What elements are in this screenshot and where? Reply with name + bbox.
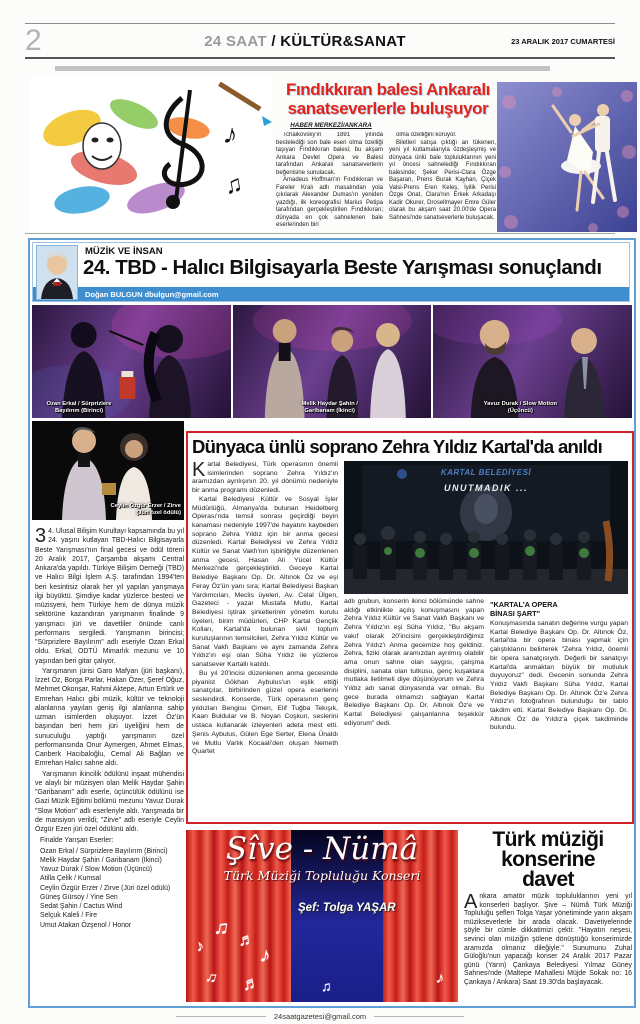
drop-cap: K (192, 461, 206, 481)
concert-invite-body: Ankara amatör müzik topluluklarının yeni yıl konserleri başlıyor. Şive – Nümâ Türk Müziği Topluluğu şefleri Tolga Yaşar yönetiminde yarın akşam müzikseverlerle bir arada olacak. Davetiyelerinde şöyle bir cümle dikkatimizi çekti: "Hayatın neşesi, sevinci olan müziğin şölene dönüştüğü konserimizde aramızda olmanız dileğiyle." Sunumunu Zuhal Güloğlu'nun yapacağı konser 24 Aralık 2017 Pazar günü (Yarın) Çankaya Belediyesi Yılmaz Güney Sahnesi'nde (Maltepe Mahallesi Müjde Sokak no: 16 Çankaya / Ankara) Saat 19.30'da başlayacak. (464, 891, 632, 986)
ballet-article-byline: HABER MERKEZİ/ANKARA (290, 122, 372, 129)
body-text: Yarışmanın jürisi Garo Mafyan (jüri başkanı), İzzet Öz, Borga Parlar, Hakan Özer, Şeref Oğuz, Mehmet Okonşar, Rahmi Aktepe, Artun Ertürk ve Emrehan Halıcı gibi müzik, kültür ve teknoloji alanlarına yayılan geniş ilgi alanlarına sahip uzman isimlerden oluşuyor. İzzet Öz'ün başından beri hem jüri üyeliğini hem de sunuculuğu yaptığı yarışmanın özel performansında Onur Aymergen, Ahmet Elmas, Canberk Hacıbaloğlu, Cemal Ali Bağlan ve Emrehan Halıcı sahne aldı. (35, 667, 184, 768)
soprano-article-frame (186, 431, 634, 824)
finalists-heading: Finalde Yarışan Eserler: (40, 837, 114, 845)
body-text: Biletleri satışa çıktığı an tükenen, yeni yıl kutlamalarıyla özdeşleşmiş ve dünyaca ünlü bale topluluklarının yeni yıl öncesi sahnelediği Fındıkkıran balesinde; Şeker Perisi-Clara Özge Başaran, Prens Burak Kayhan, Çiçek Valsi-Prens Eren Keleş, İyilik Perisi Özge Onat, Clara'nın Erkek Arkadaşı Kadir Okurer, Drosellmayer Emre Güler olarak bu akşam saat 20.00'de Opera Sahnesi'nde sanatseverlerle buluşacak. (389, 139, 496, 221)
concert-invite-article (464, 830, 632, 1002)
music-note-icon: ♫ (203, 967, 220, 988)
finalist-item: Melik Haydar Şahin / Garibanam (İkinci) (40, 856, 162, 864)
body-text: Kartal Belediyesi, Türk operasının önemli isimlerinden soprano Zehra Yıldız'ın aramızdan ayrılışının 20. yıl dönümü nedeniyle bir anma programı düzenledi. (192, 461, 338, 495)
award-photo-1 (32, 305, 231, 418)
soprano-article-col1 (192, 461, 338, 813)
concert-poster (186, 830, 458, 1002)
photo-caption: Yavuz Durak / Slow Motion (Üçüncü) (483, 401, 558, 414)
finalist-item: Umut Atakan Özşenol / Honor (40, 921, 132, 929)
body-text: Amadeus Hoffman'ın Fındıkkıran ve Fareler Kralı adlı masalından yola çıkılarak Alexander Dumas'ın yeniden yazdığı, ilk koreografisi Marius Petipa tarafından gerçekleştirilen Fındıkkıran; dünyada en çok sahnelenen bale eserlerinden biri (276, 177, 383, 228)
body-text: Kartal Belediyesi Kültür ve Sosyal İşler Müdürlüğü, Almanya'da bulunan Heidelberg Operası'nda temsil sonrası geçirdiği beyin kanaması nedeniyle 1997'de hayatını kaybeden soprano Zehra Yıldız için bir anma gecesi düzenledi. Kartal Belediyesi ve Zehra Yıldız Kültür ve Sanat Vakfı'nın işbirliğiyle düzenlenen anma gecesi, Hasan Ali Yücel Kültür Merkezi'nde gerçekleştirildi. Geceye Kartal Belediye Başkanı Op. Dr. Altınok Öz ve eşi Feray Öz'ün yanı sıra; Kartal Belediyesi Başkan Yardımcıları, Meclis üyeleri, Av. Celal Ülgen, Gazeteci - yazar Mustafa Mutlu, Kartal Belediyesi iştirak şirketlerinin yönetim kurulu üyeleri, birim müdürleri, CHP Kartal Gençlik Kolları, Kartal'da bulunan sivil toplum kuruluşlarının temsilcileri, Zehra Yıldız Kültür ve Sanat Vakfı Başkanı ve aynı zamanda Zehra Yıldız'ın eşi olan Süha Yıldız ile yüzlerce sanatsever Kartallı katıldı. (192, 495, 338, 669)
header-gray-bar (55, 66, 550, 71)
music-note-icon: ♫ (212, 916, 231, 940)
award-photo-strip (32, 305, 632, 418)
music-note-icon: ♬ (240, 971, 262, 995)
page-header (25, 26, 615, 56)
body-text: Konuşmasında sanatın değerine vurgu yapan Kartal Belediye Başkanı Op. Dr. Altınok Öz, Kartal'da bir opera binası yapmak için çalıştıklarını belirterek "Zehra Yıldız, önemli bir opera sanatçısıydı. Değerli bir sanatçıyı Kartal'da anmaktan büyük bir mutluluk duyuyoruz" dedi. Gecenin sonunda Zehra Yıldız Vakfı Başkanı Süha Yıldız, Kartal Belediye Başkanı Op. Dr. Altınok Öz'e Zehra Yıldız'ın fotoğrafının bulunduğu bir tablo takdim etti. Kartal Belediye Başkanı Op. Dr. Altınok Öz de Yıldız'a çiçek takdiminde bulundu. (490, 620, 628, 732)
body-text: Yarışmanın ikincilik ödülünü inşaat mühendisi ve alaylı bir müzisyen olan Melik Haydar Şahin "Garibanam" adlı eserle, üçüncülük ödülünü ise Gazi Müzik Eğitimi bölümü mezunu Yavuz Durak "Slow Motion" adlı eserleriyle aldı. Yarışmada bir de mansiyon verildi; "Zirve" adlı eseriyle Ceylin Özgür Ezen jüri özel ödülünü aldı. (35, 770, 184, 833)
ballet-photo-graphic (497, 82, 637, 232)
body-text: Tchaikovsky'ın 1891 yılında bestelediği son bale eseri olma özelliği taşıyan Fındıkkıran balesi; bu akşam Ankara Devlet Opera ve Balesi tarafından Ankaralı sanatseverlerin beğenisine sunulacak. (276, 132, 383, 176)
section-divider (25, 233, 615, 234)
section-name: / KÜLTÜR&SANAT (271, 32, 406, 50)
ballet-photo (497, 82, 637, 232)
music-note-icon: ♬ (237, 929, 256, 950)
svg-text:♫: ♫ (222, 170, 245, 200)
finalist-item: Güneş Gürsoy / Yine Sen (40, 893, 118, 901)
music-note-icon: ♪ (258, 943, 273, 968)
photo-overlay-title: UNUTMADIK ... (444, 483, 528, 493)
music-note-icon: ♫ (321, 978, 332, 994)
drop-cap: 3 (35, 527, 47, 547)
soprano-article-col2 (344, 598, 484, 813)
author-photo (36, 245, 78, 300)
contest-article-body (35, 527, 184, 1001)
paper-name: 24 SAAT (204, 32, 267, 50)
header-bottom-rule (25, 57, 615, 59)
arts-illustration (30, 76, 272, 232)
concert-invite-headline: Türk müziği konserine davet (492, 830, 604, 891)
svg-text:♪: ♪ (220, 117, 241, 151)
finalist-item: Selçuk Kaleli / Fire (40, 912, 98, 920)
poster-title: Şîve - Nümâ (225, 831, 419, 867)
ballet-article-col1 (276, 132, 383, 233)
soprano-article-headline: Dünyaca ünlü soprano Zehra Yıldız Kartal'da anıldı (192, 436, 603, 457)
finalist-item: Yavuz Durak / Slow Motion (Üçüncü) (40, 866, 153, 873)
photo-overlay-organization: KARTAL BELEDİYESİ (440, 468, 532, 477)
ballet-article-headline: Fındıkkıran balesi Ankaralı sanatseverlerle buluşuyor (286, 80, 490, 118)
award-photo-4 (32, 421, 184, 520)
finalist-item: Sedat Şahin / Cactus Wind (40, 903, 123, 910)
footer-email: 24saatgazetesi@gmail.com (273, 1012, 367, 1021)
finalist-item: Ceylin Özgür Erzer / Zirve (Jüri özel ödülü) (40, 884, 171, 892)
soprano-article-col3 (490, 598, 628, 813)
header-top-rule (25, 23, 615, 24)
arts-illustration-graphic (30, 76, 272, 232)
soprano-article-lower-cols (344, 598, 628, 813)
soprano-article-body (192, 461, 628, 813)
author-portrait-graphic (37, 246, 77, 299)
music-section-frame (28, 238, 636, 1008)
footer-rule-left (176, 1016, 266, 1017)
body-text: olma özelliğini koruyor. (396, 132, 457, 138)
column-headline: 24. TBD - Halıcı Bilgisayarla Beste Yarışması sonuçlandı (83, 256, 602, 279)
column-kicker: MÜZİK VE İNSAN (85, 246, 163, 257)
award-photo-3 (433, 305, 632, 418)
music-note-icon: ♪ (193, 937, 206, 956)
page-footer (0, 1012, 640, 1021)
poster-conductor: Şef: Tolga YAŞAR (298, 902, 396, 914)
soprano-article-subhead: "KARTAL'A OPERA BİNASI ŞART" (490, 600, 558, 618)
finalist-item: Ozan Erkal / Sürprizlere Bayılırım (Birinci) (40, 847, 168, 855)
body-text: adlı grubun, konserin ikinci bölümünde sahne aldığı etkinlikte açılış konuşmasını yapan Zehra Yıldız Kültür ve Sanat Vakfı Başkanı ve Zehra Yıldız'ın eşi Süha Yıldız, "Bu akşam vakıf olarak 20'incisini gerçekleştirdiğimiz Zehra Yıldız'ı Anma gecemize hoş geldiniz. Zehra, fiziki olarak aramızdan ayrılmış olabilir ama onun sahne olan saygısı, çalışma disiplini, sanata olan tutkusu, genç kuşaklara mutlaka iletilmeli diye düşünüyorum ve Zehra Yıldız adı sanat dünyasında var olmalı. Bu gece burada olmamızı sağlayan Kartal Belediye Başkanı Op. Dr. Altınok Öz'e ve Kartal Belediyesi çalışanlarına teşekkür ediyorum" dedi. (344, 598, 484, 727)
body-text: 3 4. Ulusal Bilişim Kurultayı kapsamında bu yıl 24. yaşını kutlayan TBD-Halıcı Bilgisayarla Beste Yarışması'nın final gecesi ve ödül töreni 20 Aralık 2017, Çarşamba akşamı Central Ankara'da yapıldı. Türkiye Bilişim Derneği (TBD) ve Halıcı Bilgi İşlem A.Ş. tarafından 1994'ten beri kesintisiz olarak her yıl yapılan yarışmaya ilgi büyüktü. Şimdiye kadar yüzlerce besteci ve müzisyeni, hem Türkiye hem de dünya müzik sektörüne kazandıran yarışmanın finalinde 9 yarışmacı jüri ve davetliler önünde canlı performans sergiledi. Yarışmanın birincisi; "Sürprizlere Bayılırım" adlı eseriyle Ozan Erkal oldu. Erkal, ODTÜ Mimarlık mezunu ve 10 yaşından beri gitar çalıyor. (35, 527, 184, 665)
footer-rule-right (374, 1016, 464, 1017)
drop-cap: A (464, 891, 478, 913)
finalist-item: Atilla Çelik / Kumsal (40, 875, 101, 883)
award-photo-2 (233, 305, 432, 418)
soprano-article-right (344, 461, 628, 813)
page-number: 2 (25, 24, 42, 57)
music-note-icon: ♪ (434, 969, 446, 988)
body-text: Bu yıl 20'incisi düzenlenen anma gecesinde piyanist Gökhan Aybulus'un eşlik ettiği sanatçılar, birbirinden güzel opera eserlerini seslendirdi. Konserde, Türk operasının genç yıldızları Bengisu Çimen, Elif Tuğba Tekışık, Kaan Buldular ve B. Noyan Coşkun, seslerini ustaca kullanarak izleyenleri adeta mest etti. Şenis Aybulus, Gülen Ege Serter, Elena Ünaldı ve Mutlu Varlık Kocaali'den oluşan Nemeth Quartet (192, 669, 338, 756)
column-byline: Doğan BULGUN dbulgun@gmail.com (85, 290, 219, 299)
photo-caption: Ceylin Özgür Erzer / Zirve (Jüri özel ödülü) (110, 503, 181, 516)
poster-subtitle: Türk Müziği Topluluğu Konseri (223, 868, 421, 883)
memorial-concert-photo-graphic (344, 461, 628, 594)
ballet-article-col2 (389, 132, 496, 233)
masthead (145, 33, 465, 50)
photo-caption: Melik Haydar Şahin / Garibanam (İkinci) (301, 401, 358, 414)
issue-date: 23 ARALIK 2017 CUMARTESİ (511, 36, 615, 46)
ballet-article-body (276, 132, 496, 233)
photo-caption: Ozan Erkal / Sürprizlere Bayılırım (Birinci) (46, 401, 112, 414)
memorial-concert-photo (344, 461, 628, 594)
column-header (32, 242, 630, 302)
